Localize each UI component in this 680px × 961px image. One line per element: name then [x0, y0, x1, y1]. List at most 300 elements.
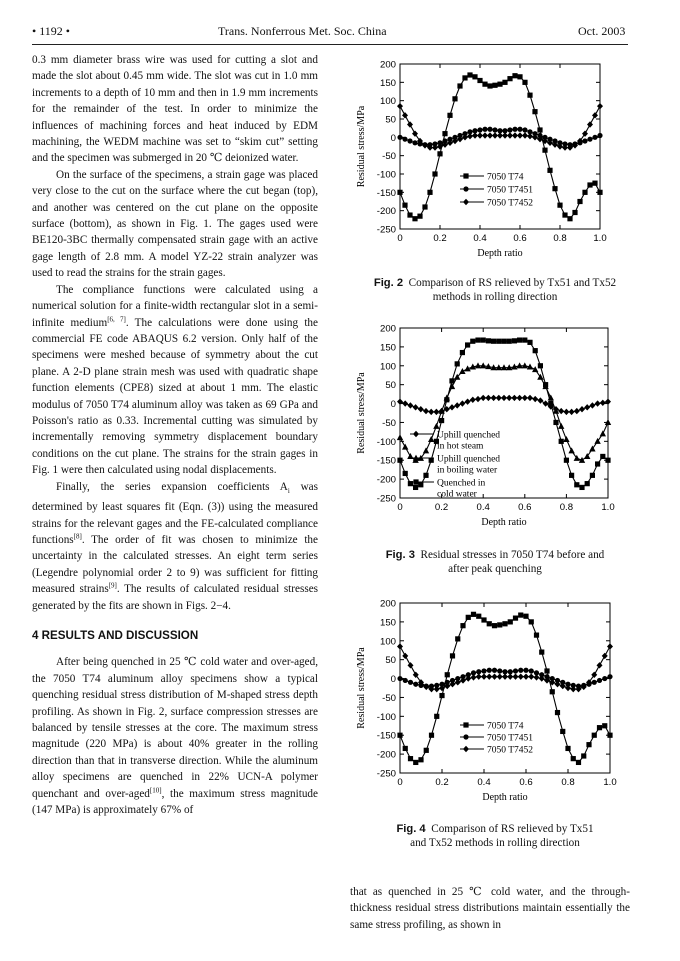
y-tick-label: -250 [376, 493, 396, 505]
data-point [496, 339, 501, 344]
data-point [568, 447, 574, 453]
data-point [450, 653, 455, 658]
data-point [449, 378, 454, 383]
data-point [455, 361, 460, 366]
data-point [502, 673, 508, 679]
data-point [595, 461, 600, 466]
y-tick-label: -150 [376, 187, 396, 199]
data-point [508, 619, 513, 624]
data-point [402, 137, 407, 142]
data-point [517, 395, 523, 401]
legend-marker [463, 199, 469, 205]
x-tick-label: 0.6 [519, 777, 533, 788]
data-point [558, 408, 564, 414]
data-point [407, 138, 412, 143]
x-tick-label: 0.2 [435, 777, 449, 788]
data-point [465, 398, 471, 404]
data-point [487, 668, 492, 673]
data-point [496, 395, 502, 401]
data-point [460, 350, 465, 355]
data-point [433, 423, 439, 429]
data-point [592, 181, 597, 186]
series-line [400, 106, 600, 147]
data-point [402, 444, 408, 450]
data-point [527, 93, 532, 98]
x-axis-label: Depth ratio [482, 792, 528, 803]
data-point [449, 404, 455, 410]
x-tick-label: 0.6 [513, 233, 527, 244]
data-point [600, 430, 606, 436]
data-point [605, 458, 610, 463]
paragraph-compliance: The compliance functions were calculated using a numerical solution for a finite-width rectangular slot in a semi-infinite medium[6, 7]. The calculations were done using the commercial FE code ABAQUS 6.2 version. Only half of the specimens were meshed because of symmetry about the cut plane. A 2-D plane strain mesh was used with quadratic shape function elements (CPE8) sized at about 1 mm. The elastic modulus of 7050 T74 aluminum alloy was taken as 69 GPa and Poisson's ratio as 0.33. Incremental cutting was simulated by incrementally removing symmetry displacement boundary conditions on the cut plane. The strains for the strain gages in Fig. 1 were then calculated using nodal displacements. [32, 283, 318, 477]
data-point [450, 681, 456, 687]
legend [410, 431, 500, 500]
citation-10: [10] [149, 785, 162, 794]
data-point [512, 127, 517, 132]
legend-label-cont: cold water [437, 489, 477, 500]
data-point [513, 668, 518, 673]
data-point [562, 212, 567, 217]
data-point [492, 668, 497, 673]
data-point [560, 729, 565, 734]
left-column [32, 52, 318, 819]
y-tick-label: 200 [379, 323, 396, 335]
data-point [607, 674, 612, 679]
data-point [585, 481, 590, 486]
x-tick-label: 0.4 [477, 777, 491, 788]
data-point [506, 395, 512, 401]
data-point [476, 614, 481, 619]
data-point [571, 756, 576, 761]
data-point [467, 133, 473, 139]
data-point [423, 447, 429, 453]
legend-label: Uphill quenched [437, 454, 501, 465]
data-point [467, 72, 472, 77]
x-tick-label: 0.8 [559, 502, 574, 513]
data-point [471, 612, 476, 617]
journal-title: Trans. Nonferrous Met. Soc. China [218, 24, 387, 38]
data-point [455, 636, 460, 641]
data-point [462, 75, 467, 80]
data-point [592, 680, 597, 685]
data-point [486, 673, 492, 679]
figure-3-caption: Fig. 3 Residual stresses in 7050 T74 before and after peak quenching [385, 549, 605, 575]
x-tick-label: 0 [397, 233, 403, 244]
data-point [482, 127, 487, 132]
data-point [445, 672, 450, 677]
figure-2-chart [350, 58, 630, 263]
data-point [501, 339, 506, 344]
x-tick-label: 0.4 [473, 233, 487, 244]
data-point [491, 339, 496, 344]
data-point [572, 210, 577, 215]
data-point [529, 619, 534, 624]
data-point [592, 135, 597, 140]
data-point [492, 127, 497, 132]
citation-9: [9] [108, 581, 117, 590]
data-point [552, 186, 557, 191]
data-point [492, 623, 497, 628]
legend-label: 7050 T7452 [487, 198, 534, 209]
data-point [397, 643, 403, 649]
data-point [587, 121, 593, 127]
series-3 [397, 337, 610, 490]
data-point [523, 668, 528, 673]
right-column-text [350, 884, 630, 933]
data-point [418, 406, 424, 412]
data-point [477, 78, 482, 83]
running-header [0, 0, 680, 50]
data-point [470, 339, 475, 344]
data-point [477, 127, 482, 132]
data-point [548, 401, 553, 406]
legend-label: 7050 T7451 [487, 185, 534, 196]
data-point [486, 338, 491, 343]
y-tick-label: -50 [382, 692, 396, 704]
x-tick-label: 0 [397, 502, 403, 513]
data-point [485, 395, 491, 401]
data-point [542, 148, 547, 153]
y-tick-label: 0 [390, 674, 396, 686]
data-point [502, 80, 507, 85]
data-point [429, 733, 434, 738]
data-point [407, 402, 413, 408]
legend-marker [463, 746, 469, 752]
data-point [428, 409, 434, 415]
data-point [528, 673, 534, 679]
figure-2-plot [350, 58, 630, 263]
data-point [403, 678, 408, 683]
data-point [560, 683, 566, 689]
x-tick-label: 0.6 [518, 502, 532, 513]
data-point [418, 757, 423, 762]
figure-3-plot [350, 322, 630, 532]
data-point [597, 662, 603, 668]
data-point [472, 74, 477, 79]
data-point [582, 190, 587, 195]
data-point [512, 338, 517, 343]
data-point [497, 82, 502, 87]
legend-label: 7050 T7451 [487, 733, 534, 744]
data-point [518, 673, 524, 679]
data-point [587, 137, 592, 142]
data-point [457, 83, 462, 88]
data-point [607, 733, 612, 738]
data-point [397, 733, 402, 738]
data-point [487, 83, 492, 88]
x-tick-label: 1.0 [603, 777, 617, 788]
data-point [579, 485, 584, 490]
data-point [413, 404, 419, 410]
y-axis-label: Residual stress/MPa [356, 372, 367, 454]
data-point [492, 673, 498, 679]
data-point [432, 171, 437, 176]
data-point [417, 214, 422, 219]
data-point [397, 135, 402, 140]
data-point [600, 400, 606, 406]
data-point [550, 689, 555, 694]
data-point [408, 680, 413, 685]
data-point [539, 650, 544, 655]
y-axis-label: Residual stress/MPa [356, 647, 367, 729]
data-point [565, 685, 571, 691]
data-point [465, 342, 470, 347]
legend-marker [463, 722, 468, 727]
data-point [600, 454, 605, 459]
data-point [544, 668, 549, 673]
data-point [582, 138, 587, 143]
data-point [597, 133, 602, 138]
y-tick-label: -200 [376, 206, 396, 218]
data-point [558, 423, 564, 429]
legend-label: Uphill quenched [437, 430, 501, 441]
data-point [555, 710, 560, 715]
data-point [543, 400, 549, 406]
data-point [492, 83, 497, 88]
data-point [538, 363, 543, 368]
data-point [564, 458, 569, 463]
data-point [470, 397, 476, 403]
data-point [513, 673, 519, 679]
data-point [407, 121, 413, 127]
paragraph-results: After being quenched in 25 ℃ cold water and over-aged, the 7050 T74 aluminum alloy specimens show a typical quenching residual stress distribution of M-shaped stress depth profiling. As shown in Fig. 2, surface compression stresses are balanced by tensile stresses at the core. The maximum stress magnitude (220 MPa) is about 40% greater in the rolling direction than that in transverse direction. While the aluminum alloy specimens are quenched in 22% UCN-A polymer quenchant and over-aged[10], the maximum stress magnitude (147 MPa) is approximately 67% of [32, 656, 318, 817]
data-point [584, 404, 590, 410]
y-tick-label: 100 [379, 96, 396, 108]
legend-label: 7050 T74 [487, 721, 524, 732]
data-point [587, 182, 592, 187]
data-point [597, 190, 602, 195]
figure-2-caption: Fig. 2 Comparison of RS relieved by Tx51 and Tx52 methods in rolling direction [373, 277, 617, 303]
data-point [497, 673, 503, 679]
data-point [576, 760, 581, 765]
figure-4-caption: Fig. 4 Comparison of RS relieved by Tx51 and Tx52 methods in rolling direction [396, 823, 594, 849]
y-tick-label: 50 [385, 380, 396, 392]
data-point [507, 673, 513, 679]
data-point [459, 400, 465, 406]
data-point [422, 204, 427, 209]
data-point [413, 682, 418, 687]
data-point [481, 337, 486, 342]
data-point [402, 112, 408, 118]
data-point [397, 458, 402, 463]
y-tick-label: -200 [376, 749, 396, 761]
legend-label: 7050 T7452 [487, 745, 534, 756]
data-point [512, 73, 517, 78]
data-point [527, 133, 533, 139]
data-point [563, 409, 569, 415]
data-point [475, 396, 481, 402]
x-tick-label: 1.0 [593, 233, 607, 244]
y-tick-label: -100 [376, 169, 396, 181]
data-point [402, 203, 407, 208]
y-tick-label: 50 [385, 655, 396, 667]
y-tick-label: -50 [382, 417, 396, 429]
data-point [403, 471, 408, 476]
data-point [517, 127, 522, 132]
data-point [570, 686, 576, 692]
figure-4-chart [350, 597, 630, 807]
data-point [481, 617, 486, 622]
data-point [592, 112, 598, 118]
y-tick-label: -150 [376, 730, 396, 742]
data-point [452, 96, 457, 101]
legend-marker [413, 479, 418, 484]
y-tick-label: 200 [379, 59, 396, 71]
data-point [434, 686, 440, 692]
x-tick-label: 0.8 [553, 233, 567, 244]
data-point [595, 400, 601, 406]
data-point [487, 127, 492, 132]
section-heading: 4 RESULTS AND DISCUSSION [32, 629, 199, 643]
data-point [460, 623, 465, 628]
data-point [397, 676, 402, 681]
data-point [511, 395, 517, 401]
legend-marker [463, 186, 468, 191]
data-point [439, 693, 444, 698]
data-point [475, 337, 480, 342]
y-tick-label: -250 [376, 768, 396, 780]
data-point [563, 436, 569, 442]
data-point [590, 473, 595, 478]
data-point [433, 409, 439, 415]
series-line [400, 646, 610, 689]
data-point [539, 675, 545, 681]
legend-label-cont: in boiling water [437, 465, 498, 476]
data-point [423, 408, 429, 414]
data-point [529, 668, 534, 673]
legend-label: Quenched in [437, 478, 486, 489]
data-point [522, 80, 527, 85]
data-point [455, 679, 461, 685]
legend-label: 7050 T74 [487, 172, 524, 183]
y-tick-label: 150 [379, 617, 396, 629]
data-point [527, 395, 533, 401]
data-point [513, 616, 518, 621]
data-point [602, 653, 608, 659]
data-point [567, 216, 572, 221]
data-point [428, 436, 434, 442]
data-point [533, 348, 538, 353]
data-point [447, 113, 452, 118]
y-tick-label: -200 [376, 474, 396, 486]
data-point [597, 678, 602, 683]
data-point [482, 82, 487, 87]
data-point [522, 337, 527, 342]
y-tick-label: -250 [376, 224, 396, 236]
data-point [581, 753, 586, 758]
y-tick-label: 0 [390, 132, 396, 144]
data-point [454, 402, 460, 408]
data-point [497, 668, 502, 673]
series-1 [397, 395, 611, 415]
data-point [424, 748, 429, 753]
data-point [507, 76, 512, 81]
y-axis-label: Residual stress/MPa [356, 105, 367, 188]
y-tick-label: 100 [379, 361, 396, 373]
data-point [460, 677, 466, 683]
x-axis-label: Depth ratio [481, 517, 527, 528]
y-tick-label: -150 [376, 455, 396, 467]
y-tick-label: 150 [379, 77, 396, 89]
citation-6-7: [6, 7] [107, 314, 126, 323]
data-point [547, 168, 552, 173]
data-point [527, 340, 532, 345]
x-tick-label: 0.2 [433, 233, 447, 244]
data-point [480, 395, 486, 401]
data-point [397, 190, 402, 195]
data-point [523, 614, 528, 619]
data-point [517, 74, 522, 79]
data-point [553, 420, 558, 425]
data-point [407, 212, 412, 217]
y-tick-label: -50 [382, 151, 396, 163]
data-point [534, 633, 539, 638]
data-point [423, 473, 428, 478]
x-tick-label: 1.0 [601, 502, 615, 513]
legend [460, 722, 533, 756]
paragraph-wedm: 0.3 mm diameter brass wire was used for cutting a slot and made the slot about 0.45 mm wide. The slot was cut in 1.0 mm increments to a depth of 10 mm and then in 1.9 mm increments for the remainder of the test. In order to minimize the influences of machining forces and heat induced by EDM machining, the WEDM machine was set to “skim cut” setting and the specimen was submerged in 20 ℃ deionized water. [32, 54, 318, 165]
data-point [442, 131, 447, 136]
data-point [577, 199, 582, 204]
data-point [559, 439, 564, 444]
legend-marker [463, 173, 468, 178]
data-point [439, 418, 444, 423]
data-point [579, 406, 585, 412]
data-point [403, 746, 408, 751]
data-point [574, 408, 580, 414]
data-point [507, 127, 512, 132]
x-axis-label: Depth ratio [477, 248, 523, 259]
legend-label-cont: in hot steam [437, 441, 484, 452]
legend [460, 173, 533, 209]
data-point [602, 723, 607, 728]
data-point [522, 132, 528, 138]
data-point [501, 395, 507, 401]
y-tick-label: -100 [376, 711, 396, 723]
y-tick-label: 0 [390, 399, 396, 411]
paragraph-fit: Finally, the series expansion coefficients $A_i$ was determined by least squares fit (Eqn. (3)) using the measured strains for the relevant gages and the FE-calculated compliance functions[8]. The order of fit was chosen to minimize the uncertainty in the calculated stresses. An eight term series (Legendre polynomial order 2 to 9) was sufficient for fitting measured strains[9]. The results of calculated residual stresses generated by the fits are shown in Figs. 2−4. [32, 480, 319, 612]
data-point [397, 103, 403, 109]
data-point [402, 653, 408, 659]
data-point [471, 674, 477, 680]
data-point [522, 127, 527, 132]
data-point [408, 662, 414, 668]
legend-marker [463, 734, 468, 739]
data-point [466, 615, 471, 620]
x-tick-label: 0.2 [434, 502, 449, 513]
data-point [497, 622, 502, 627]
data-point [507, 339, 512, 344]
data-point [402, 400, 408, 406]
y-tick-label: 50 [385, 114, 396, 126]
data-point [491, 395, 497, 401]
y-tick-label: -100 [376, 436, 396, 448]
data-point [555, 681, 561, 687]
data-point [502, 621, 507, 626]
data-point [444, 397, 449, 402]
citation-8: [8] [73, 532, 82, 541]
data-point [597, 103, 603, 109]
data-point [597, 725, 602, 730]
data-point [518, 668, 523, 673]
data-point [481, 673, 487, 679]
page-number: • 1192 • [32, 24, 70, 38]
data-point [397, 434, 403, 440]
data-point [537, 397, 543, 403]
data-point [537, 127, 542, 132]
data-point [434, 714, 439, 719]
data-point [602, 676, 607, 681]
